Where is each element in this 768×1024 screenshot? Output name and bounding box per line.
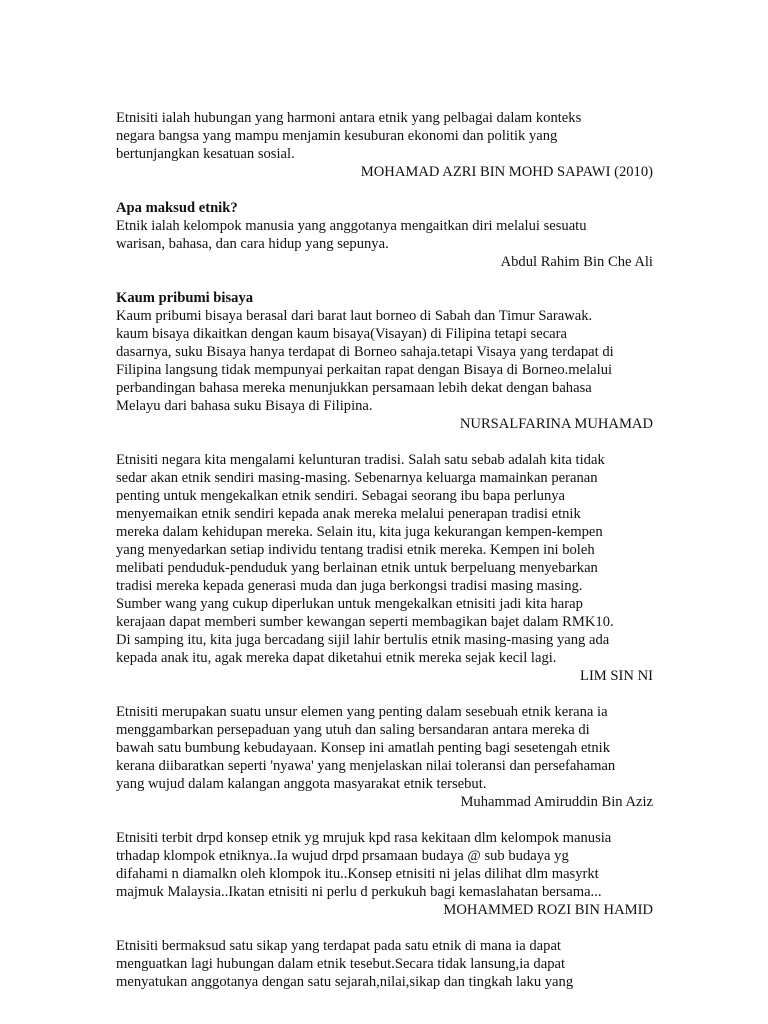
text-line: menguatkan lagi hubungan dalam etnik tesebut.Secara tidak lansung,ia dapat: [116, 956, 566, 972]
paragraph-konsep-etnik: [116, 829, 653, 919]
text-line: sedar akan etnik sendiri masing-masing. Sebenarnya keluarga mamainkan peranan: [116, 470, 598, 486]
section-heading: Kaum pribumi bisaya: [116, 290, 254, 306]
text-line: perbandingan bahasa mereka menunjukkan persamaan lebih dekat dengan bahasa: [116, 380, 592, 396]
author-attribution: MOHAMMED ROZI BIN HAMID: [443, 902, 653, 918]
text-line: yang wujud dalam kalangan anggota masyarakat etnik tersebut.: [116, 776, 487, 792]
author-attribution: MOHAMAD AZRI BIN MOHD SAPAWI (2010): [360, 164, 653, 180]
text-line: difahami n diamalkn oleh klompok itu..Konsep etnisiti ni jelas dilihat dlm masyrkt: [116, 866, 599, 882]
author-attribution: Muhammad Amiruddin Bin Aziz: [460, 794, 653, 810]
text-line: menggambarkan persepaduan yang utuh dan saling bersandaran antara mereka di: [116, 722, 590, 738]
text-line: Melayu dari bahasa suku Bisaya di Filipina.: [116, 398, 373, 414]
text-line: penting untuk mengekalkan etnik sendiri. Sebagai seorang ibu bapa perlunya: [116, 488, 566, 504]
text-line: kepada anak itu, agak mereka dapat diketahui etnik mereka sejak kecil lagi.: [116, 650, 557, 666]
text-line: yang menyedarkan setiap individu tentang tradisi etnik mereka. Kempen ini boleh: [116, 542, 595, 558]
text-line: Filipina langsung tidak mempunyai perkaitan rapat dengan Bisaya di Borneo.melalui: [116, 362, 613, 378]
text-line: dasarnya, suku Bisaya hanya terdapat di Borneo sahaja.tetapi Visaya yang terdapat di: [116, 344, 614, 360]
paragraph-unsur-elemen: [116, 703, 653, 811]
text-line: Etnisiti negara kita mengalami kelunturan tradisi. Salah satu sebab adalah kita tidak: [116, 452, 605, 468]
text-line: kerajaan dapat memberi sumber kewangan seperti membagikan bajet dalam RMK10.: [116, 614, 614, 630]
paragraph-sikap-etnik: [116, 937, 653, 991]
author-attribution: NURSALFARINA MUHAMAD: [459, 416, 653, 432]
text-line: trhadap klompok etniknya..Ia wujud drpd prsamaan budaya @ sub budaya yg: [116, 848, 569, 864]
paragraph-etnisiti-definition: [116, 109, 653, 181]
text-line: mereka dalam kehidupan mereka. Selain itu, kita juga kekurangan kempen-kempen: [116, 524, 603, 540]
text-line: majmuk Malaysia..Ikatan etnisiti ni perlu d perkukuh bagi kemaslahatan bersama...: [116, 884, 602, 900]
document-page: [116, 109, 653, 991]
section-heading: Apa maksud etnik?: [116, 200, 238, 216]
author-attribution: Abdul Rahim Bin Che Ali: [500, 254, 653, 270]
text-line: kaum bisaya dikaitkan dengan kaum bisaya(Visayan) di Filipina tetapi secara: [116, 326, 567, 342]
text-line: melibati penduduk-penduduk yang berlainan etnik untuk berpeluang menyebarkan: [116, 560, 598, 576]
paragraph-kelunturan-tradisi: [116, 451, 653, 685]
author-attribution: LIM SIN NI: [580, 668, 653, 684]
paragraph-apa-maksud-etnik: [116, 199, 653, 271]
text-line: Etnisiti bermaksud satu sikap yang terdapat pada satu etnik di mana ia dapat: [116, 938, 561, 954]
paragraph-kaum-pribumi-bisaya: [116, 289, 653, 433]
text-line: kerana diibaratkan seperti 'nyawa' yang menjelaskan nilai toleransi dan persefahaman: [116, 758, 616, 774]
text-line: Sumber wang yang cukup diperlukan untuk mengekalkan etnisiti jadi kita harap: [116, 596, 583, 612]
text-line: Etnisiti ialah hubungan yang harmoni antara etnik yang pelbagai dalam konteks: [116, 110, 582, 126]
text-line: menyatukan anggotanya dengan satu sejarah,nilai,sikap dan tingkah laku yang: [116, 974, 574, 990]
text-line: tradisi mereka kepada generasi muda dan juga berkongsi tradisi masing masing.: [116, 578, 583, 594]
text-line: Kaum pribumi bisaya berasal dari barat laut borneo di Sabah dan Timur Sarawak.: [116, 308, 593, 324]
text-line: Di samping itu, kita juga bercadang sijil lahir bertulis etnik masing-masing yang ada: [116, 632, 610, 648]
text-line: menyemaikan etnik sendiri kepada anak mereka melalui penerapan tradisi etnik: [116, 506, 581, 522]
text-line: Etnisiti terbit drpd konsep etnik yg mrujuk kpd rasa kekitaan dlm kelompok manusia: [116, 830, 612, 846]
text-line: warisan, bahasa, dan cara hidup yang sepunya.: [116, 236, 389, 252]
text-line: negara bangsa yang mampu menjamin kesuburan ekonomi dan politik yang: [116, 128, 558, 144]
text-line: bertunjangkan kesatuan sosial.: [116, 146, 295, 162]
text-line: Etnisiti merupakan suatu unsur elemen yang penting dalam sesebuah etnik kerana ia: [116, 704, 608, 720]
text-line: Etnik ialah kelompok manusia yang anggotanya mengaitkan diri melalui sesuatu: [116, 218, 587, 234]
text-line: bawah satu bumbung kebudayaan. Konsep ini amatlah penting bagi sesetengah etnik: [116, 740, 611, 756]
